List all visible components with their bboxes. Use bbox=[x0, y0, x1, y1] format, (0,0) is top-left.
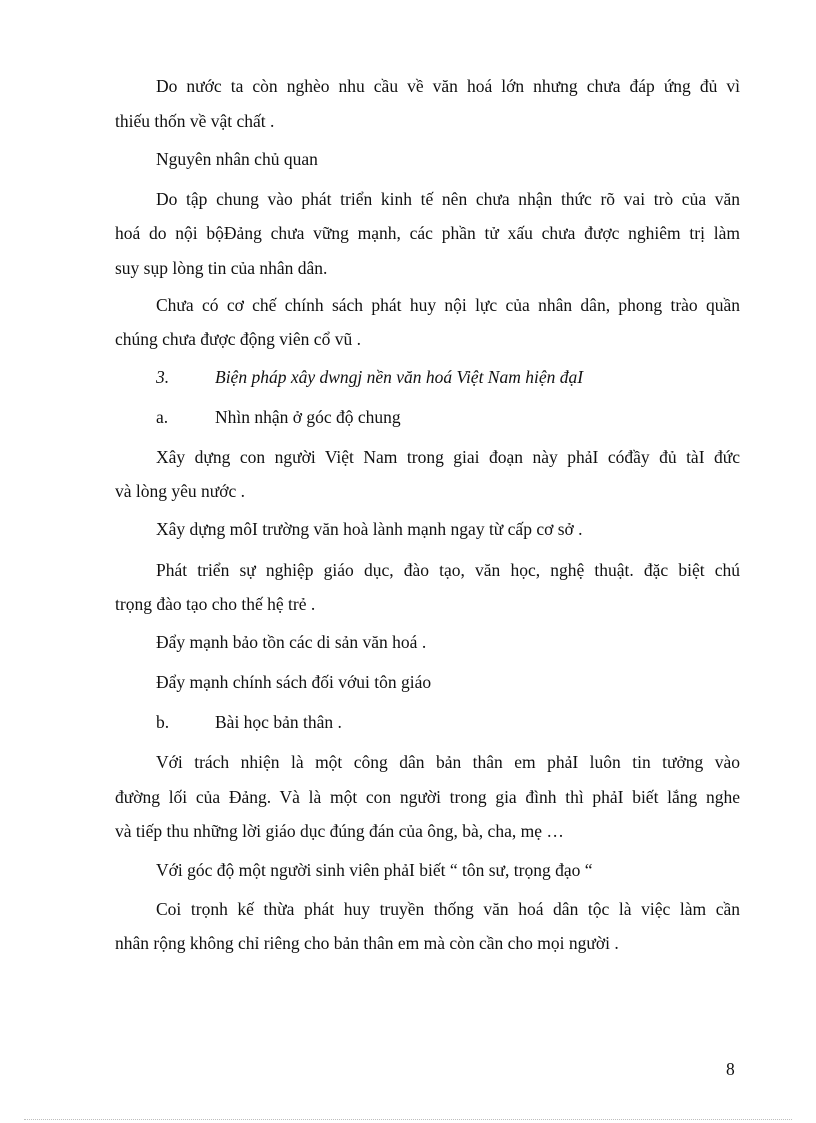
page-bottom-divider bbox=[24, 1119, 792, 1120]
page-number: 8 bbox=[726, 1059, 735, 1079]
paragraph-line bbox=[156, 892, 740, 926]
paragraph-line bbox=[156, 553, 740, 587]
paragraph-line: chúng chưa được động viên cổ vũ . bbox=[115, 329, 361, 349]
paragraph-text: Coi trọnh kế thừa phát huy truyền thống văn hoá dân tộc là việc làm cần bbox=[156, 899, 740, 919]
subsection-heading: Nhìn nhận ở góc độ chung bbox=[215, 407, 401, 427]
paragraph-text: Chưa có cơ chế chính sách phát huy nội lực của nhân dân, phong trào quần bbox=[156, 295, 740, 315]
paragraph-line: nhân rộng không chỉ riêng cho bản thân em mà còn cần cho mọi người . bbox=[115, 933, 619, 953]
paragraph-line bbox=[156, 440, 740, 474]
subsection-number: b. bbox=[156, 712, 170, 732]
paragraph-text: Do tập chung vào phát triển kinh tế nên chưa nhận thức rõ vai trò của văn bbox=[156, 189, 740, 209]
paragraph-line: trọng đào tạo cho thế hệ trẻ . bbox=[115, 594, 316, 614]
paragraph-line bbox=[156, 288, 740, 322]
paragraph-line bbox=[156, 182, 740, 216]
subsection-heading: Bài học bản thân . bbox=[215, 712, 342, 732]
paragraph-text: hoá do nội bộĐảng chưa vững mạnh, các phần tử xấu chưa được nghiêm trị làm bbox=[115, 223, 740, 243]
paragraph-text: Do nước ta còn nghèo nhu cầu về văn hoá lớn nhưng chưa đáp ứng đủ vì bbox=[156, 76, 740, 96]
paragraph-line: và lòng yêu nước . bbox=[115, 481, 246, 501]
paragraph-line bbox=[156, 745, 740, 779]
paragraph-line: Đẩy mạnh bảo tồn các di sản văn hoá . bbox=[156, 632, 427, 652]
paragraph-line: thiếu thốn về vật chất . bbox=[115, 111, 275, 131]
section-heading: Biện pháp xây dwngj nền văn hoá Việt Nam hiện đạI bbox=[215, 367, 584, 387]
paragraph-line: Với góc độ một người sinh viên phảI biết “ tôn sư, trọng đạo “ bbox=[156, 860, 593, 880]
paragraph-text: Với trách nhiện là một công dân bản thân em phảI luôn tin tưởng vào bbox=[156, 752, 740, 772]
section-number: 3. bbox=[156, 367, 170, 387]
paragraph-text: đường lối của Đảng. Và là một con người trong gia đình thì phảI biết lắng nghe bbox=[115, 787, 740, 807]
paragraph-line bbox=[115, 780, 740, 814]
subsection-number: a. bbox=[156, 407, 169, 427]
paragraph-line: và tiếp thu những lời giáo dục đúng đán của ông, bà, cha, mẹ … bbox=[115, 821, 564, 841]
paragraph-text: Xây dựng con người Việt Nam trong giai đoạn này phảI cóđầy đủ tàI đức bbox=[156, 447, 740, 467]
paragraph-line: suy sụp lòng tin của nhân dân. bbox=[115, 258, 328, 278]
paragraph-line: Đẩy mạnh chính sách đối vớui tôn giáo bbox=[156, 672, 432, 692]
paragraph-line bbox=[115, 216, 740, 250]
paragraph-text: Phát triển sự nghiệp giáo dục, đào tạo, văn học, nghệ thuật. đặc biệt chú bbox=[156, 560, 740, 580]
paragraph-line bbox=[156, 69, 740, 103]
paragraph-line: Xây dựng môI trường văn hoà lành mạnh ngay từ cấp cơ sở . bbox=[156, 519, 583, 539]
paragraph-line: Nguyên nhân chủ quan bbox=[156, 149, 318, 169]
